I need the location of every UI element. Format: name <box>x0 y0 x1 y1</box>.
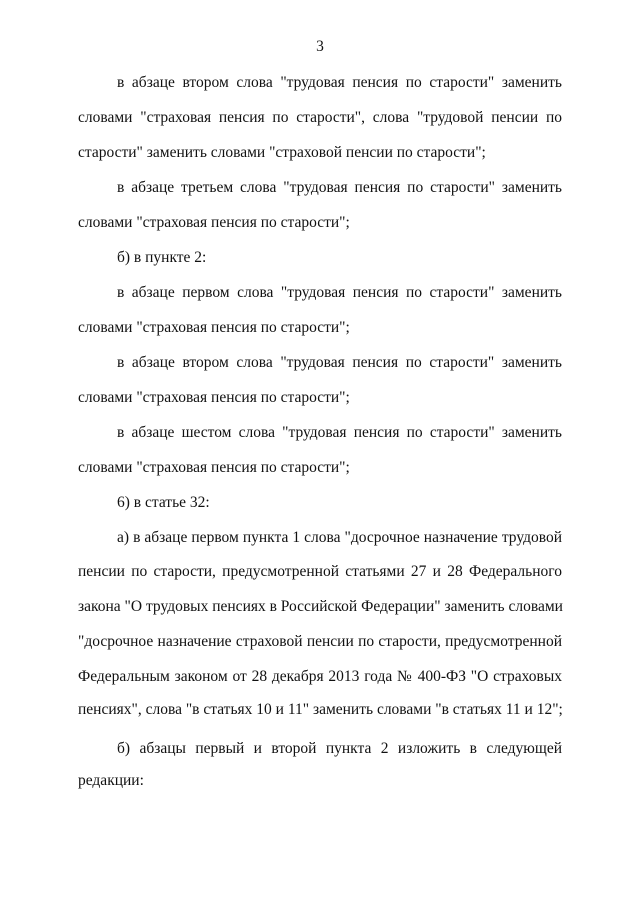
text-line: старости" заменить словами "страховой пенсии по старости"; <box>78 144 486 161</box>
text-line: словами "страховая пенсия по старости"; <box>78 459 350 476</box>
text-line: в абзаце третьем слова "трудовая пенсия по старости" заменить <box>117 179 562 196</box>
text-line: словами "страховая пенсия по старости"; <box>78 214 350 231</box>
text-line: Федеральным законом от 28 декабря 2013 года № 400-ФЗ "О страховых <box>78 668 562 685</box>
text-line: в абзаце шестом слова "трудовая пенсия по старости" заменить <box>117 424 562 441</box>
text-line: в абзаце первом слова "трудовая пенсия по старости" заменить <box>117 284 562 301</box>
text-line: пенсии по старости, предусмотренной статьями 27 и 28 Федерального <box>78 563 562 580</box>
text-line: словами "страховая пенсия по старости"; <box>78 319 350 336</box>
text-line: б) абзацы первый и второй пункта 2 изложить в следующей <box>117 740 562 757</box>
text-line: "досрочное назначение страховой пенсии по старости, предусмотренной <box>78 633 562 650</box>
text-line: 6) в статье 32: <box>117 494 210 511</box>
page-number: 3 <box>316 38 324 55</box>
text-line: пенсиях", слова "в статьях 10 и 11" заменить словами "в статьях 11 и 12"; <box>78 701 563 718</box>
text-line: закона "О трудовых пенсиях в Российской Федерации" заменить словами <box>78 598 563 615</box>
text-line: в абзаце втором слова "трудовая пенсия по старости" заменить <box>117 74 562 91</box>
text-line: редакции: <box>78 772 144 789</box>
text-line: а) в абзаце первом пункта 1 слова "досрочное назначение трудовой <box>117 529 562 546</box>
text-line: словами "страховая пенсия по старости", слова "трудовой пенсии по <box>78 109 562 126</box>
text-line: б) в пункте 2: <box>117 249 207 266</box>
text-line: словами "страховая пенсия по старости"; <box>78 389 350 406</box>
text-line: в абзаце втором слова "трудовая пенсия по старости" заменить <box>117 354 562 371</box>
